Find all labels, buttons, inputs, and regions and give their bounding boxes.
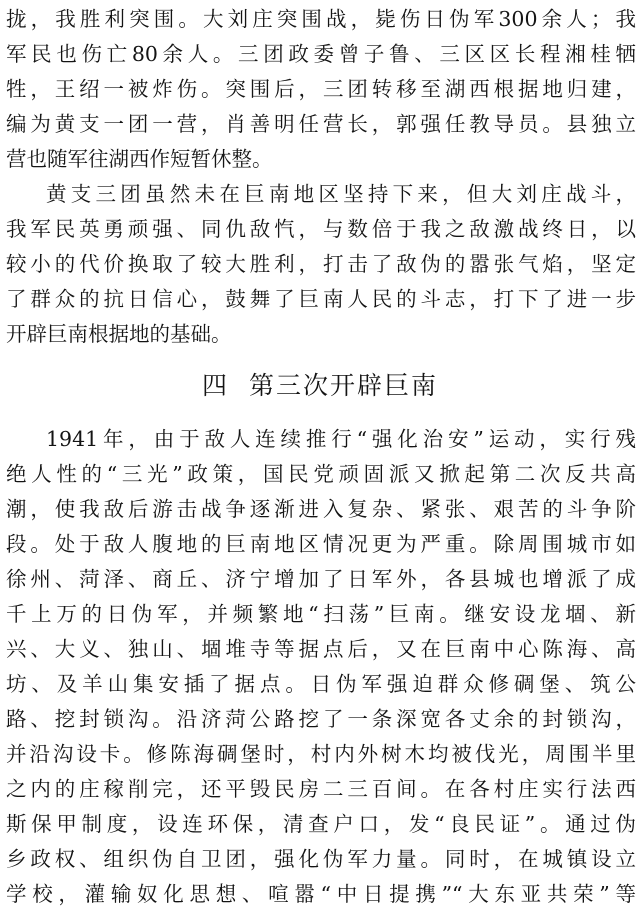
text-line: 兴、大义、独山、堌堆寺等据点后，又在巨南中心陈海、高 [6, 637, 636, 661]
text-line: 斯保甲制度，设连环保，清查户口，发“良民证”。通过伪 [6, 812, 636, 836]
text-line: 黄支三团虽然未在巨南地区坚持下来，但大刘庄战斗， [46, 182, 636, 206]
text-line: 绝人性的“三光”政策，国民党顽固派又掀起第二次反共高 [6, 462, 636, 486]
text-line: 潮，使我敌后游击战争逐渐进入复杂、紧张、艰苦的斗争阶 [6, 497, 636, 521]
text-line: 坊、及羊山集安插了据点。日伪军强迫群众修碉堡、筑公 [6, 672, 636, 696]
section-heading [0, 366, 640, 406]
text-line: 拢，我胜利突围。大刘庄突围战，毙伤日伪军300余人；我 [6, 7, 636, 31]
text-line: 了群众的抗日信心，鼓舞了巨南人民的斗志，打下了进一步 [6, 287, 636, 311]
text-line: 开辟巨南根据地的基础。 [6, 322, 232, 346]
text-line: 编为黄支一团一营，肖善明任营长，郭强任教导员。县独立 [6, 112, 636, 136]
section-number: 四 [201, 371, 229, 400]
text-line: 徐州、菏泽、商丘、济宁增加了日军外，各县城也增派了成 [6, 567, 636, 591]
text-line: 并沿沟设卡。修陈海碉堡时，村内外树木均被伐光，周围半里 [6, 742, 636, 766]
text-line: 牲，王绍一被炸伤。突围后，三团转移至湖西根据地归建， [6, 77, 636, 101]
text-line: 之内的庄稼削完，还平毁民房二三百间。在各村庄实行法西 [6, 777, 636, 801]
text-line: 段。处于敌人腹地的巨南地区情况更为严重。除周围城市如 [6, 532, 636, 556]
section-title: 第三次开辟巨南 [249, 371, 439, 400]
text-line: 路、挖封锁沟。沿济菏公路挖了一条深宽各丈余的封锁沟， [6, 707, 636, 731]
text-line: 营也随军往湖西作短暂休整。 [6, 147, 273, 171]
text-line: 我军民英勇顽强、同仇敌忾，与数倍于我之敌激战终日，以 [6, 217, 636, 241]
text-line: 学校，灌输奴化思想、喧嚣“中日提携”“大东亚共荣”等 [6, 882, 636, 906]
text-line: 1941年，由于敌人连续推行“强化治安”运动，实行残 [46, 427, 636, 451]
text-line: 军民也伤亡80余人。三团政委曾子鲁、三区区长程湘桂牺 [6, 42, 636, 66]
text-line: 千上万的日伪军，并频繁地“扫荡”巨南。继安设龙堌、新 [6, 602, 636, 626]
text-line: 较小的代价换取了较大胜利，打击了敌伪的嚣张气焰，坚定 [6, 252, 636, 276]
text-line: 乡政权、组织伪自卫团，强化伪军力量。同时，在城镇设立 [6, 847, 636, 871]
